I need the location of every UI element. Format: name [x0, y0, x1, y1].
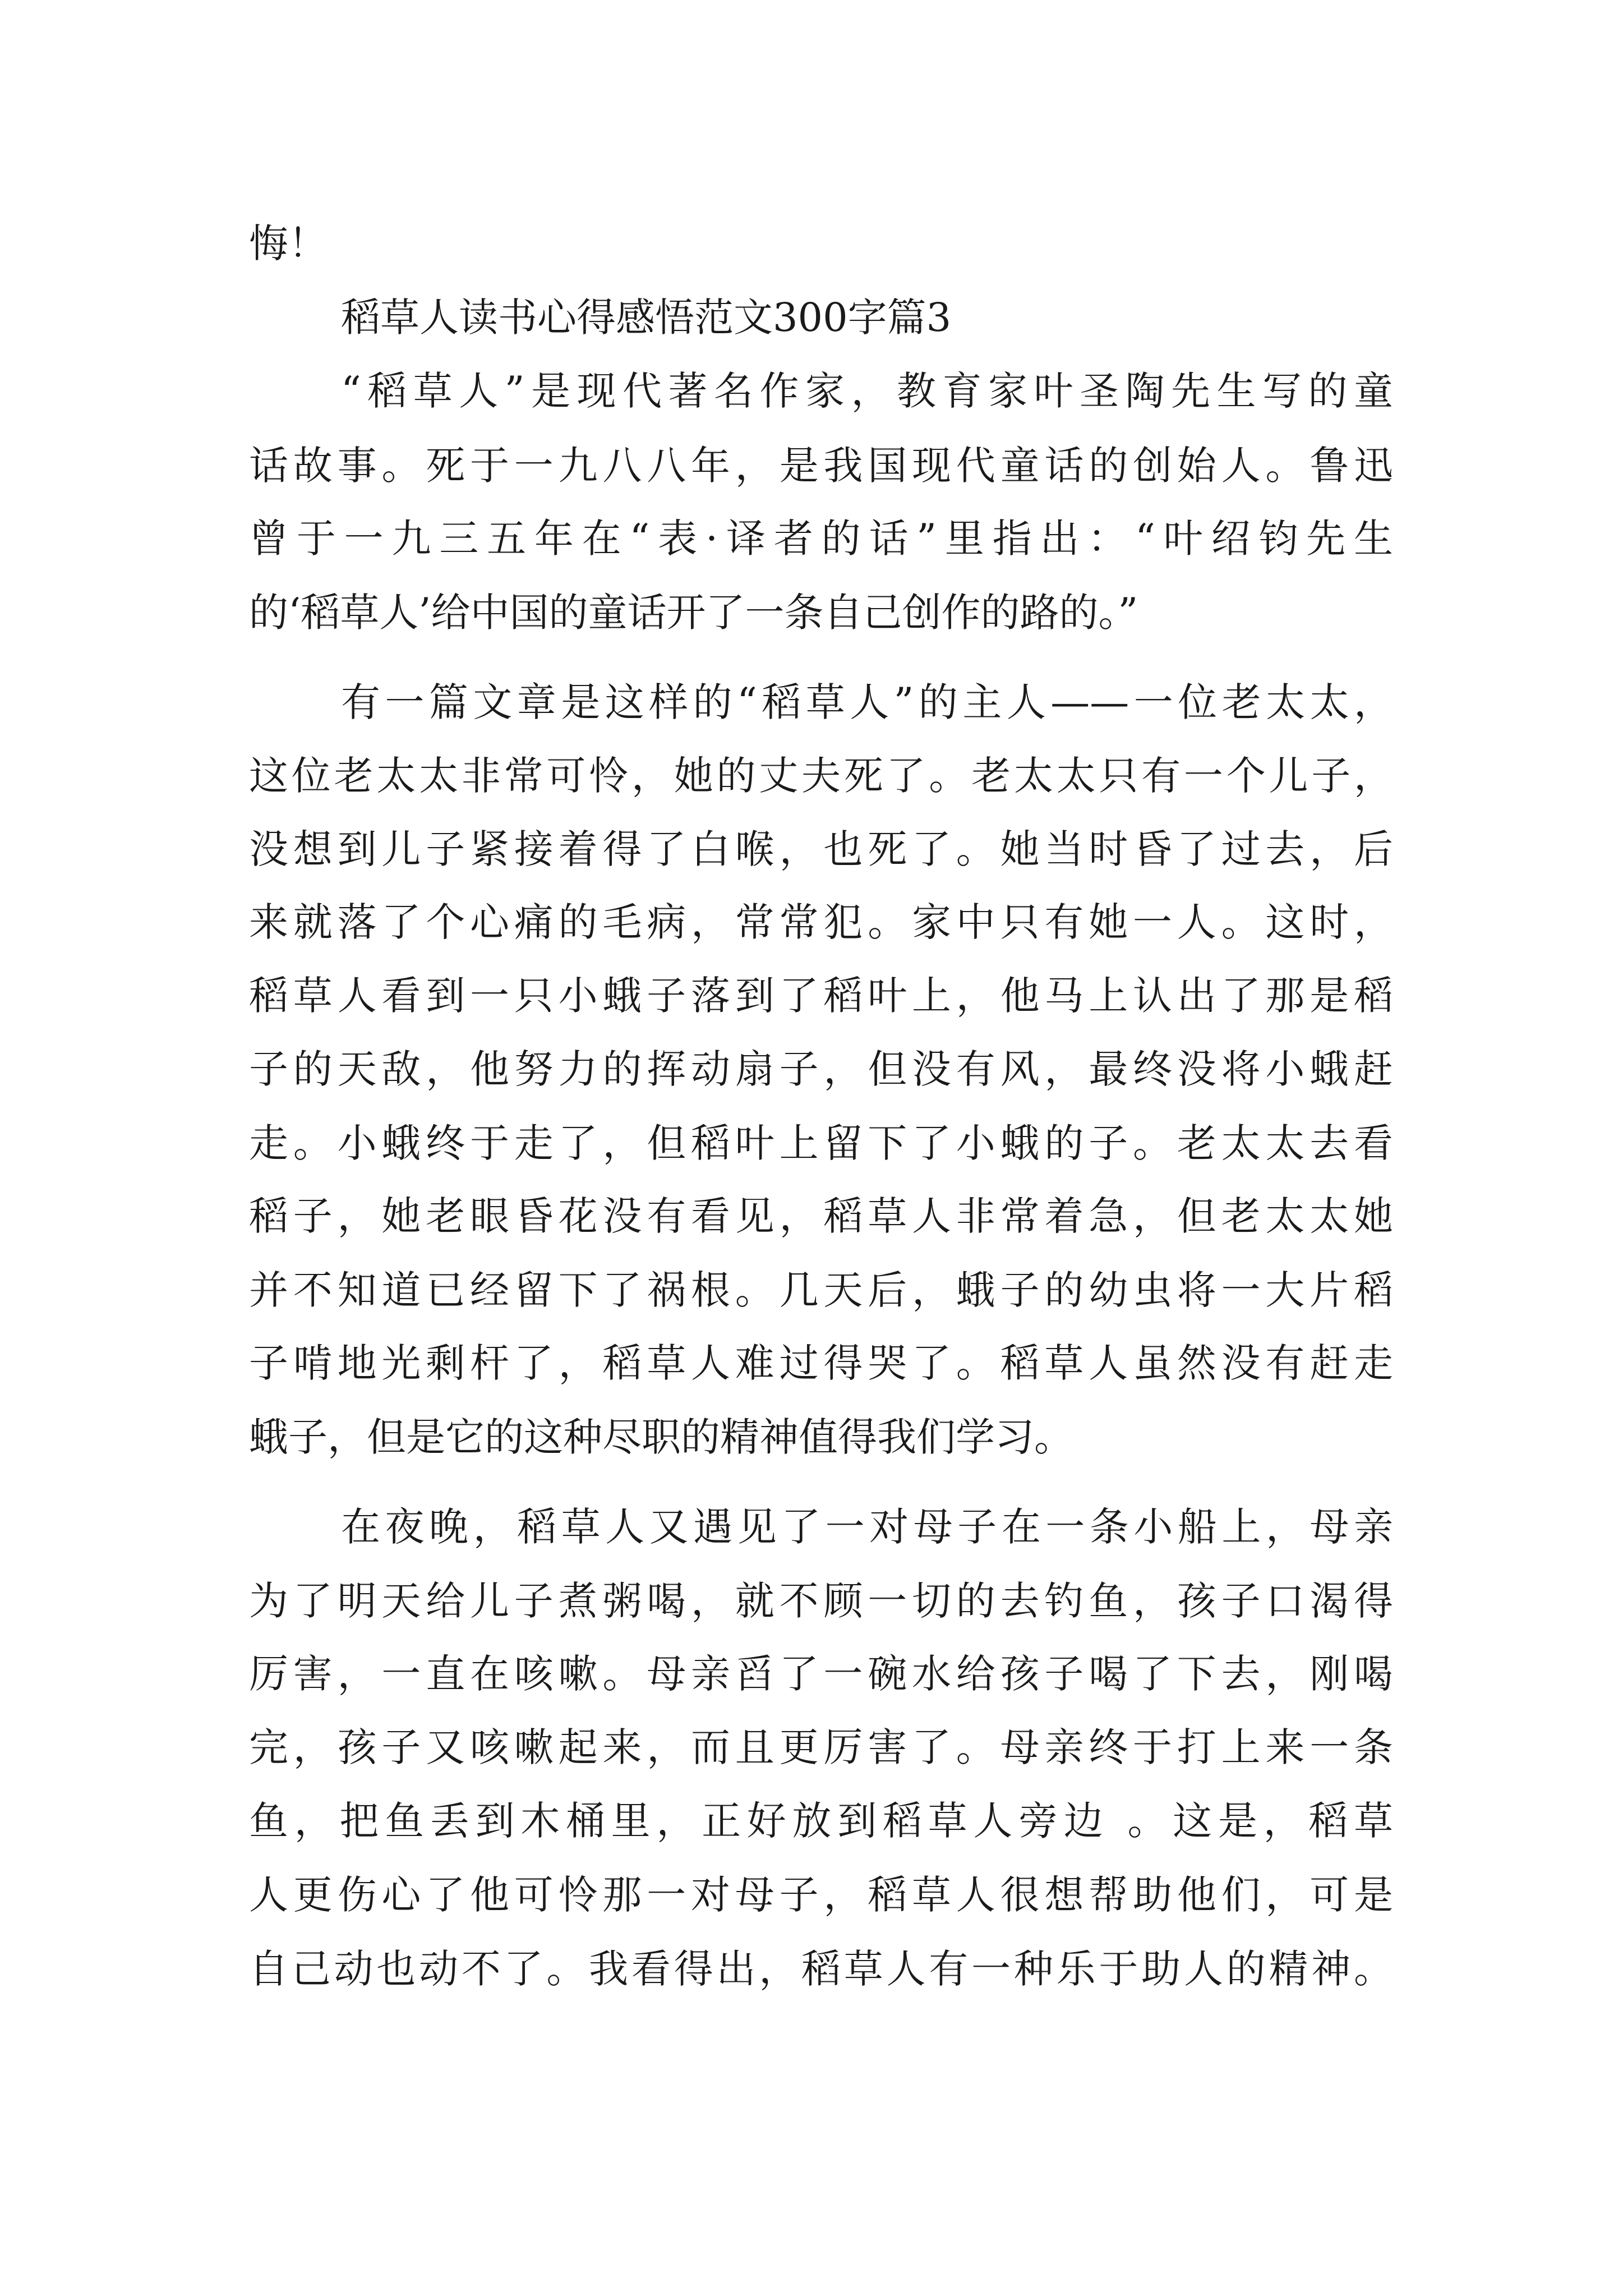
paragraph-line: 子啃地光剩杆了，稻草人难过得哭了。稻草人虽然没有赶走 — [249, 1340, 1393, 1386]
paragraph-line: 人更伤心了他可怜那一对母子，稻草人很想帮助他们，可是 — [249, 1872, 1393, 1918]
paragraph-line: 厉害，一直在咳嗽。母亲舀了一碗水给孩子喝了下去，刚喝 — [249, 1651, 1393, 1697]
paragraph-line: 鱼，把鱼丢到木桶里，正好放到稻草人旁边 。这是，稻草 — [249, 1798, 1393, 1844]
paragraph-line: 自己动也动不了。我看得出，稻草人有一种乐于助人的精神。 — [249, 1946, 1393, 1992]
paragraph-line: 有一篇文章是这样的“稻草人”的主人——一位老太太， — [341, 679, 1393, 725]
paragraph-line: 这位老太太非常可怜，她的丈夫死了。老太太只有一个儿子， — [249, 753, 1393, 799]
paragraph-line: “稻草人”是现代著名作家，教育家叶圣陶先生写的童 — [341, 368, 1393, 414]
paragraph-line: 没想到儿子紧接着得了白喉，也死了。她当时昏了过去，后 — [249, 826, 1393, 872]
paragraph-line: 曾于一九三五年在“表·译者的话”里指出：“叶绍钧先生 — [249, 516, 1393, 562]
paragraph-line: 稻草人看到一只小蛾子落到了稻叶上，他马上认出了那是稻 — [249, 973, 1393, 1019]
paragraph-line: 为了明天给儿子煮粥喝，就不顾一切的去钓鱼，孩子口渴得 — [249, 1578, 1393, 1624]
paragraph-line: 走。小蛾终于走了，但稻叶上留下了小蛾的子。老太太去看 — [249, 1120, 1393, 1166]
text-line: 悔！ — [249, 220, 328, 266]
paragraph-line: 的‘稻草人’给中国的童话开了一条自己创作的路的。” — [249, 590, 1138, 636]
paragraph-line: 蛾子，但是它的这种尽职的精神值得我们学习。 — [249, 1414, 1073, 1460]
paragraph-line: 话故事。死于一九八八年，是我国现代童话的创始人。鲁迅 — [249, 443, 1393, 489]
paragraph-line: 完，孩子又咳嗽起来，而且更厉害了。母亲终于打上来一条 — [249, 1724, 1393, 1770]
paragraph-line: 在夜晚，稻草人又遇见了一对母子在一条小船上，母亲 — [341, 1504, 1393, 1550]
section-heading: 稻草人读书心得感悟范文300字篇3 — [341, 295, 952, 341]
paragraph-line: 并不知道已经留下了祸根。几天后，蛾子的幼虫将一大片稻 — [249, 1267, 1393, 1313]
paragraph-line: 稻子，她老眼昏花没有看见，稻草人非常着急，但老太太她 — [249, 1193, 1393, 1239]
paragraph-line: 子的天敌，他努力的挥动扇子，但没有风，最终没将小蛾赶 — [249, 1046, 1393, 1092]
paragraph-line: 来就落了个心痛的毛病，常常犯。家中只有她一人。这时， — [249, 899, 1393, 945]
